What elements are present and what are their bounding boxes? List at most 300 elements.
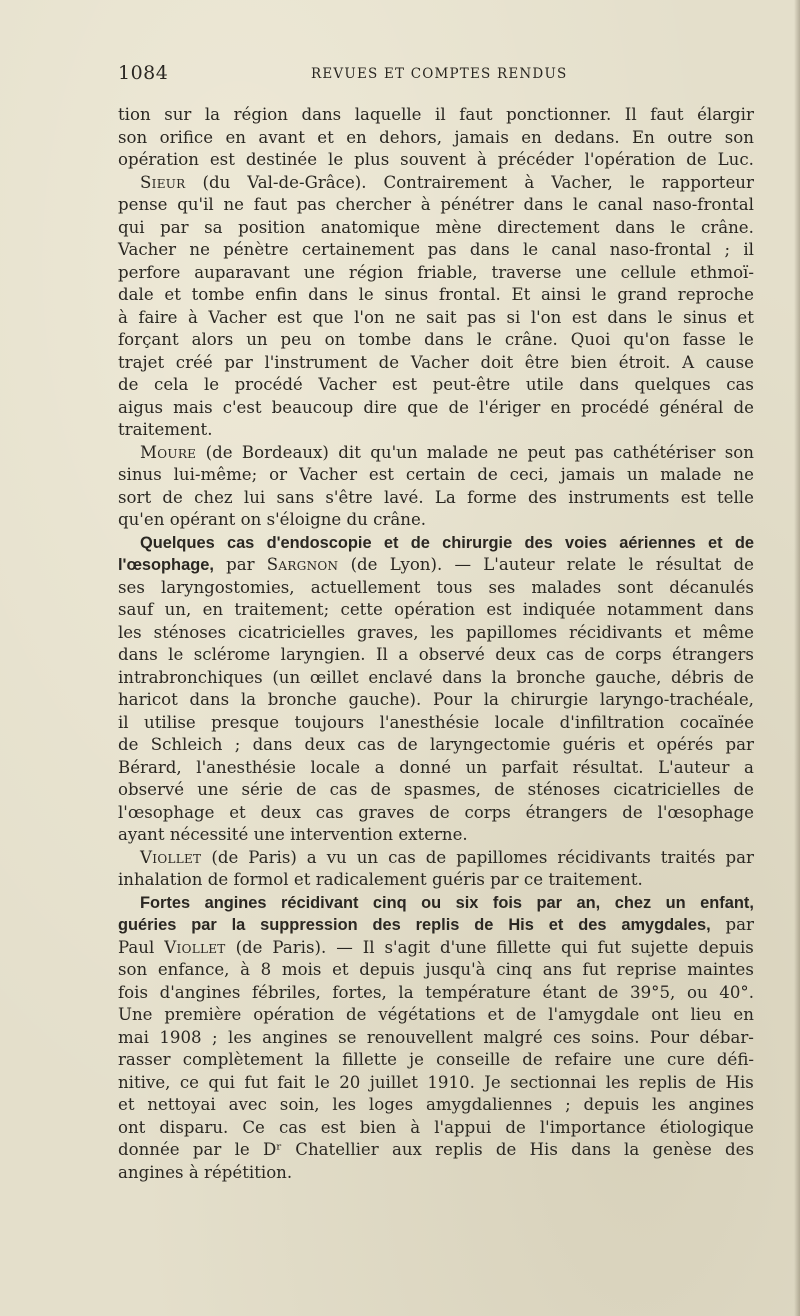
body-text: tion: [118, 105, 151, 124]
body-text: 20: [339, 1072, 361, 1092]
word: [188, 307, 198, 330]
word: [737, 307, 754, 330]
body-text: sinus: [384, 285, 429, 304]
body-text: l'ériger: [479, 397, 541, 417]
word: [349, 262, 403, 285]
word: [118, 554, 214, 577]
body-text: résultat: [655, 555, 722, 574]
body-text: Bordeaux): [241, 442, 329, 462]
body-text: les: [332, 1095, 357, 1114]
word: [241, 689, 256, 712]
body-text: laquelle: [354, 105, 422, 124]
body-text: en: [550, 397, 571, 417]
word: [617, 959, 677, 982]
body-text: sténoses: [527, 780, 601, 799]
word: [527, 442, 565, 465]
body-text: Vacher: [410, 352, 469, 372]
word: [427, 1072, 475, 1095]
word: [496, 959, 532, 982]
word: [522, 1049, 542, 1072]
word: [578, 914, 606, 937]
text-line: [118, 1049, 754, 1072]
word: [255, 284, 297, 307]
word: [484, 1072, 500, 1095]
body-text: sectionnai: [510, 1072, 597, 1092]
word: [164, 284, 181, 307]
body-text: cas: [315, 802, 344, 822]
word: [584, 644, 604, 667]
body-text: fois: [118, 982, 148, 1002]
word: [154, 374, 188, 397]
body-text: en: [202, 600, 224, 619]
body-text: étant: [542, 982, 587, 1002]
word: [454, 127, 509, 150]
word: [595, 667, 661, 690]
body-text: de: [695, 1072, 717, 1092]
text-line: [118, 1139, 754, 1162]
word: [421, 892, 441, 915]
body-text: ont: [651, 1005, 679, 1024]
body-text: jamais: [454, 127, 509, 147]
word: [442, 532, 512, 555]
body-text: (un: [272, 667, 301, 687]
word: [658, 802, 754, 825]
word: [425, 959, 485, 982]
word: [639, 1072, 687, 1095]
body-text: s'éloigne: [266, 510, 342, 529]
body-text: dale: [118, 285, 154, 304]
word: [159, 1117, 228, 1140]
word: [548, 869, 642, 892]
body-text: dans: [523, 195, 564, 214]
word: [118, 217, 145, 240]
word: [726, 914, 754, 937]
body-text: Vacher: [318, 375, 377, 394]
word: [282, 959, 322, 982]
body-text: fillette: [342, 1050, 397, 1069]
body-text: ne: [223, 195, 244, 214]
word: [627, 464, 648, 487]
word: [672, 644, 754, 667]
word: [406, 464, 466, 487]
text-line: [118, 937, 754, 960]
word: [358, 802, 414, 825]
body-text: malades: [531, 577, 602, 597]
body-text: reproche: [677, 285, 754, 304]
body-text: une: [253, 825, 285, 844]
word: [321, 217, 420, 240]
word: [584, 1094, 640, 1117]
word: [686, 149, 706, 172]
word: [338, 1027, 356, 1050]
word: [667, 127, 712, 150]
body-text: dehors,: [379, 127, 442, 147]
body-text: cicatricielles: [613, 780, 721, 799]
word: [525, 352, 559, 375]
word: [118, 262, 180, 285]
body-text: défi-: [716, 1050, 754, 1069]
word: [610, 239, 711, 262]
word: [739, 329, 754, 352]
word: [725, 734, 753, 757]
word: [682, 352, 694, 375]
word: [194, 487, 233, 510]
word: [477, 464, 497, 487]
word: [726, 847, 754, 870]
text-line: [118, 217, 754, 240]
word: [189, 1162, 199, 1185]
word: [118, 149, 199, 172]
body-text: et: [229, 802, 246, 822]
word: [607, 307, 647, 330]
text-line: [118, 329, 754, 352]
body-text: position: [238, 217, 306, 237]
body-text: peu: [280, 330, 312, 349]
body-text: beaucoup: [271, 397, 354, 417]
word: [448, 397, 468, 420]
word: [706, 352, 754, 375]
word: [581, 397, 649, 420]
body-text: le: [314, 1072, 330, 1092]
word: [346, 1004, 366, 1027]
body-text: —: [336, 937, 353, 957]
word: [652, 1139, 711, 1162]
word: [583, 959, 607, 982]
word: [281, 644, 366, 667]
body-text: de: [378, 352, 400, 372]
body-text: souvent: [400, 150, 466, 169]
word: [140, 172, 186, 195]
word: [378, 1004, 475, 1027]
body-text: disparu.: [159, 1117, 229, 1137]
body-text: de: [448, 397, 469, 417]
word: [435, 104, 446, 127]
body-text: du: [346, 510, 368, 529]
body-text: 1908: [159, 1027, 202, 1047]
word: [247, 172, 366, 195]
text-line: [118, 802, 754, 825]
body-text: de: [425, 847, 447, 867]
body-text: de: [584, 645, 605, 664]
section-title-text: Fortes: [140, 893, 191, 912]
text-line: [118, 982, 754, 1005]
body-text: des: [725, 1140, 754, 1159]
body-text: Vacher: [118, 240, 177, 259]
word: [488, 1004, 505, 1027]
word: [697, 104, 754, 127]
body-text: pénètre: [223, 240, 289, 259]
word: [717, 1049, 754, 1072]
body-text: l'anesthésie: [196, 757, 296, 777]
word: [263, 1139, 282, 1162]
body-text: la: [483, 690, 499, 709]
body-text: pas: [574, 442, 604, 462]
word: [118, 127, 147, 150]
body-text: pas: [427, 240, 457, 259]
body-text: s'agit: [384, 937, 431, 957]
body-text: cela: [154, 375, 189, 394]
body-text: angines: [118, 1162, 184, 1182]
word: [208, 307, 266, 330]
body-text: par: [160, 217, 189, 237]
body-text: les: [605, 1072, 630, 1092]
body-text: qui: [560, 937, 588, 957]
word: [242, 442, 329, 465]
body-text: et: [118, 1095, 135, 1114]
body-text: le: [234, 1140, 250, 1159]
word: [660, 464, 721, 487]
body-text: précéder: [497, 150, 574, 169]
word: [159, 1027, 201, 1050]
body-text: pas: [466, 307, 497, 327]
word: [617, 284, 667, 307]
word: [229, 1094, 267, 1117]
body-text: laryngien.: [280, 645, 366, 664]
body-text: Et: [511, 285, 531, 304]
word: [388, 847, 416, 870]
text-line: [118, 127, 754, 150]
word: [118, 1027, 149, 1050]
word: [426, 847, 446, 870]
word: [370, 442, 417, 465]
text-line: [118, 419, 754, 442]
word: [630, 172, 645, 195]
body-text: (du: [202, 172, 231, 192]
word: [724, 239, 730, 262]
word: [267, 509, 342, 532]
word: [161, 577, 295, 600]
body-text: locale: [310, 757, 361, 777]
body-text: 8: [260, 960, 272, 979]
body-text: tombe: [358, 330, 412, 349]
word: [226, 554, 254, 577]
section-title-text: amygdales,: [621, 916, 711, 934]
body-text: cathétériser: [613, 442, 716, 462]
word: [563, 734, 616, 757]
body-text: ne: [395, 307, 416, 327]
word: [572, 307, 597, 330]
word: [264, 352, 367, 375]
body-text: en: [346, 127, 367, 147]
body-text: si: [506, 307, 521, 327]
body-text: le: [358, 285, 374, 304]
body-text: cinq: [496, 960, 533, 979]
word: [696, 1072, 716, 1095]
word: [516, 1004, 536, 1027]
body-text: reprise: [616, 960, 677, 979]
body-text: récidivants: [569, 622, 663, 642]
word: [546, 644, 574, 667]
word: [687, 982, 708, 1005]
word: [667, 1049, 705, 1072]
body-text: His: [725, 1072, 754, 1092]
body-text: tous: [436, 577, 473, 597]
section-title-text: et: [548, 916, 564, 934]
word: [225, 127, 246, 150]
body-text: la: [491, 667, 507, 687]
page-header: [118, 62, 758, 86]
text-line: [118, 149, 754, 172]
text-line: [118, 554, 754, 577]
word: [272, 397, 354, 420]
word: [662, 172, 754, 195]
body-text: haricot: [118, 690, 178, 709]
body-text: la: [240, 690, 257, 709]
word: [118, 757, 182, 780]
body-text: et: [627, 735, 645, 754]
word: [349, 689, 422, 712]
body-text: malade: [660, 465, 722, 484]
word: [191, 914, 217, 937]
body-text: d'une: [440, 937, 487, 957]
body-text: il: [435, 105, 446, 124]
body-text: d'angines: [159, 982, 241, 1002]
body-text: de: [515, 1005, 537, 1024]
body-text: par: [725, 915, 754, 934]
word: [428, 239, 457, 262]
word: [650, 104, 683, 127]
word: [622, 802, 642, 825]
word: [316, 802, 344, 825]
word: [301, 104, 341, 127]
body-text: genèse: [652, 1140, 712, 1159]
body-text: Vacher: [298, 465, 358, 484]
body-text: est: [680, 487, 706, 507]
word: [486, 599, 511, 622]
word: [671, 667, 724, 690]
word: [496, 1139, 516, 1162]
body-text: jamais: [560, 465, 616, 484]
body-text: quelques: [634, 375, 711, 394]
word: [192, 329, 234, 352]
body-text: malgré: [483, 1027, 543, 1047]
word: [118, 779, 184, 802]
word: [456, 847, 547, 870]
word: [411, 532, 430, 555]
body-text: de: [505, 1117, 526, 1137]
body-text: sur: [164, 105, 192, 124]
word: [477, 329, 492, 352]
word: [204, 374, 219, 397]
body-text: végétations: [378, 1005, 476, 1024]
body-text: le: [591, 285, 607, 304]
word: [398, 982, 413, 1005]
body-text: de: [370, 780, 391, 799]
body-text: angines: [262, 1027, 328, 1047]
word: [436, 1049, 510, 1072]
word: [267, 532, 372, 555]
word: [368, 667, 432, 690]
word: [410, 1117, 420, 1140]
body-text: (de: [235, 937, 263, 957]
body-text: bien: [570, 352, 608, 372]
word: [635, 374, 711, 397]
body-text: ;: [724, 240, 731, 259]
body-text: l'on: [354, 307, 385, 327]
word: [160, 217, 188, 240]
text-line: [118, 667, 754, 690]
body-text: Lyon).: [389, 555, 443, 574]
word: [733, 397, 753, 420]
word: [479, 397, 540, 420]
body-text: étroit.: [618, 352, 671, 372]
body-text: se: [338, 1027, 357, 1047]
body-text: Val-de-Grâce).: [247, 172, 367, 192]
body-text: maintes: [687, 960, 754, 979]
body-text: dans: [579, 375, 619, 394]
body-text: dans: [469, 240, 510, 259]
word: [726, 1072, 754, 1095]
body-text: la: [314, 1050, 331, 1069]
word: [316, 869, 427, 892]
word: [242, 779, 283, 802]
word: [650, 1027, 689, 1050]
word: [384, 532, 399, 555]
body-text: dans: [615, 217, 655, 237]
word: [144, 712, 196, 735]
body-text: et: [164, 285, 181, 304]
word: [625, 104, 637, 127]
body-text: la: [624, 1140, 640, 1159]
word: [164, 104, 191, 127]
body-text: faut: [459, 105, 493, 124]
word: [205, 104, 220, 127]
body-text: est: [486, 600, 512, 619]
body-text: son: [724, 127, 754, 147]
word: [657, 734, 714, 757]
word: [370, 1072, 418, 1095]
word: [170, 824, 248, 847]
word: [244, 1072, 268, 1095]
body-text: intrabronchiques: [118, 667, 263, 687]
word: [370, 779, 390, 802]
word: [619, 352, 671, 375]
body-text: dans: [442, 667, 482, 687]
body-text: vu: [326, 847, 347, 867]
word: [734, 667, 754, 690]
body-text: une: [575, 262, 607, 282]
body-text: Luc.: [717, 150, 754, 169]
word: [233, 869, 288, 892]
word: [483, 554, 554, 577]
section-title-text: replis: [415, 916, 460, 934]
word: [571, 329, 611, 352]
body-text: chirurgie: [510, 690, 589, 709]
section-title-text: des: [578, 916, 607, 934]
word: [703, 622, 754, 645]
word: [619, 532, 696, 555]
body-text: ce: [179, 1072, 199, 1092]
text-line: [118, 1072, 754, 1095]
word: [223, 194, 244, 217]
body-text: Ce: [242, 1117, 265, 1137]
text-line: [118, 869, 754, 892]
word: [193, 1139, 221, 1162]
section-title-text: suppression: [260, 916, 358, 934]
body-text: lui-même;: [173, 465, 258, 484]
word: [394, 599, 475, 622]
body-text: notamment: [606, 600, 703, 619]
body-text: de: [622, 802, 643, 822]
body-text: à: [420, 195, 431, 214]
body-text: général: [659, 397, 724, 417]
body-text: nitive,: [118, 1072, 171, 1092]
word: [560, 712, 665, 735]
word: [277, 1072, 305, 1095]
body-text: œillet: [309, 667, 359, 687]
word: [541, 284, 581, 307]
word: [495, 712, 545, 735]
